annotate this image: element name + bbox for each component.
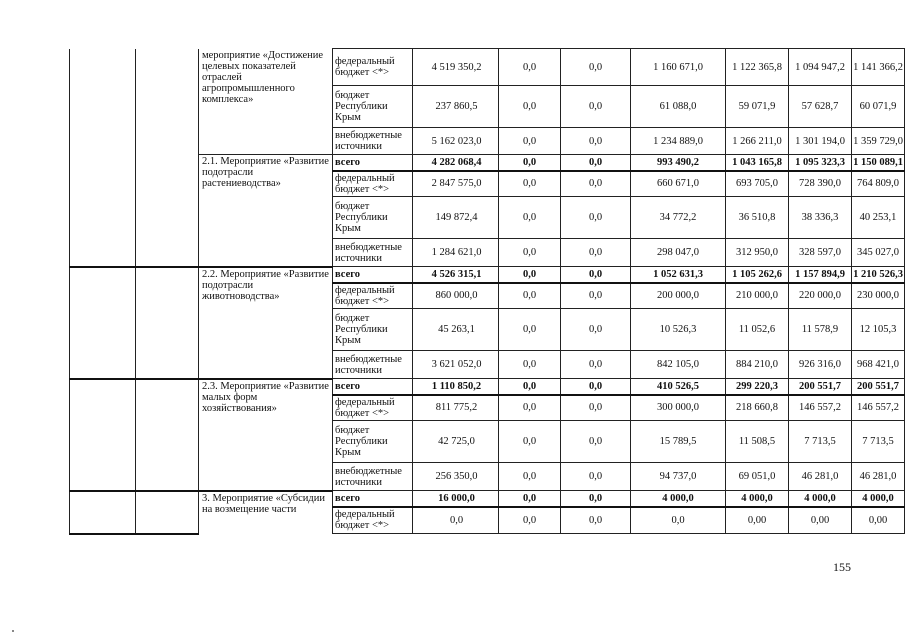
value-cell: 11 508,5 [726,421,789,463]
value-cell: 0,0 [561,395,631,421]
value-cell: 0,0 [561,239,631,267]
table-row [70,155,905,171]
value-cell: 728 390,0 [789,171,852,197]
value-cell: 45 263,1 [413,309,499,351]
value-cell: 0,0 [561,171,631,197]
value-cell: 811 775,2 [413,395,499,421]
blank-column-cell [136,379,199,491]
activity-name: 2.3. Мероприятие «Развитие малых форм хозяйствования» [199,379,333,491]
value-cell: 0,0 [561,463,631,491]
value-cell: 16 000,0 [413,491,499,507]
value-cell: 0,0 [561,421,631,463]
value-cell: 7 713,5 [789,421,852,463]
value-cell: 0,0 [499,128,561,155]
value-cell: 57 628,7 [789,86,852,128]
value-cell: 345 027,0 [852,239,905,267]
value-cell: 146 557,2 [852,395,905,421]
activity-name: мероприятие «Достижение целевых показателей отраслей агропромышленного комплекса» [199,49,333,155]
blank-column-cell [70,155,136,267]
value-cell: 0,0 [499,49,561,86]
funding-source: бюджет Республики Крым [333,197,413,239]
blank-column-cell [70,49,136,155]
value-cell: 993 490,2 [631,155,726,171]
table-row [70,267,905,283]
table-row [70,491,905,507]
value-cell: 0,0 [499,421,561,463]
value-cell: 660 671,0 [631,171,726,197]
value-cell: 4 526 315,1 [413,267,499,283]
value-cell: 0,00 [726,507,789,534]
budget-table [69,48,905,535]
value-cell: 218 660,8 [726,395,789,421]
value-cell: 1 210 526,3 [852,267,905,283]
value-cell: 1 141 366,2 [852,49,905,86]
value-cell: 256 350,0 [413,463,499,491]
value-cell: 0,0 [561,379,631,395]
value-cell: 0,0 [499,491,561,507]
value-cell: 61 088,0 [631,86,726,128]
blank-column-cell [136,491,199,534]
value-cell: 1 359 729,0 [852,128,905,155]
value-cell: 4 282 068,4 [413,155,499,171]
value-cell: 410 526,5 [631,379,726,395]
value-cell: 36 510,8 [726,197,789,239]
value-cell: 0,0 [499,309,561,351]
funding-source: внебюджетные источники [333,128,413,155]
value-cell: 46 281,0 [852,463,905,491]
value-cell: 34 772,2 [631,197,726,239]
value-cell: 0,00 [789,507,852,534]
value-cell: 38 336,3 [789,197,852,239]
value-cell: 0,0 [499,171,561,197]
value-cell: 60 071,9 [852,86,905,128]
value-cell: 94 737,0 [631,463,726,491]
value-cell: 0,0 [499,155,561,171]
value-cell: 3 621 052,0 [413,351,499,379]
value-cell: 300 000,0 [631,395,726,421]
value-cell: 0,0 [631,507,726,534]
value-cell: 146 557,2 [789,395,852,421]
value-cell: 230 000,0 [852,283,905,309]
funding-source: внебюджетные источники [333,239,413,267]
activity-name: 2.2. Мероприятие «Развитие подотрасли животноводства» [199,267,333,379]
value-cell: 1 284 621,0 [413,239,499,267]
value-cell: 4 519 350,2 [413,49,499,86]
value-cell: 5 162 023,0 [413,128,499,155]
value-cell: 0,0 [499,197,561,239]
funding-source: внебюджетные источники [333,463,413,491]
value-cell: 0,0 [499,267,561,283]
blank-column-cell [70,267,136,379]
blank-column-cell [136,155,199,267]
value-cell: 200 551,7 [789,379,852,395]
blank-column-cell [70,379,136,491]
value-cell: 0,0 [499,283,561,309]
value-cell: 1 160 671,0 [631,49,726,86]
blank-column-cell [70,491,136,534]
value-cell: 1 122 365,8 [726,49,789,86]
value-cell: 210 000,0 [726,283,789,309]
value-cell: 0,0 [561,283,631,309]
value-cell: 926 316,0 [789,351,852,379]
value-cell: 0,0 [561,197,631,239]
value-cell: 40 253,1 [852,197,905,239]
value-cell: 10 526,3 [631,309,726,351]
value-cell: 0,0 [561,309,631,351]
value-cell: 0,0 [499,239,561,267]
value-cell: 1 110 850,2 [413,379,499,395]
value-cell: 312 950,0 [726,239,789,267]
value-cell: 0,0 [561,86,631,128]
value-cell: 1 043 165,8 [726,155,789,171]
value-cell: 12 105,3 [852,309,905,351]
value-cell: 220 000,0 [789,283,852,309]
value-cell: 764 809,0 [852,171,905,197]
value-cell: 0,0 [499,463,561,491]
value-cell: 1 094 947,2 [789,49,852,86]
value-cell: 1 266 211,0 [726,128,789,155]
value-cell: 0,0 [413,507,499,534]
value-cell: 1 234 889,0 [631,128,726,155]
blank-column-cell [136,267,199,379]
value-cell: 4 000,0 [726,491,789,507]
value-cell: 59 071,9 [726,86,789,128]
value-cell: 149 872,4 [413,197,499,239]
funding-source: федеральный бюджет <*> [333,395,413,421]
value-cell: 884 210,0 [726,351,789,379]
value-cell: 842 105,0 [631,351,726,379]
funding-source: федеральный бюджет <*> [333,171,413,197]
value-cell: 0,0 [561,128,631,155]
table-row [70,49,905,86]
value-cell: 42 725,0 [413,421,499,463]
value-cell: 1 150 089,1 [852,155,905,171]
value-cell: 1 095 323,3 [789,155,852,171]
value-cell: 0,0 [561,491,631,507]
table-row [70,379,905,395]
value-cell: 46 281,0 [789,463,852,491]
funding-source: бюджет Республики Крым [333,309,413,351]
value-cell: 1 301 194,0 [789,128,852,155]
funding-source: бюджет Республики Крым [333,86,413,128]
value-cell: 328 597,0 [789,239,852,267]
value-cell: 0,0 [561,155,631,171]
funding-source: бюджет Республики Крым [333,421,413,463]
value-cell: 0,0 [499,379,561,395]
funding-source: внебюджетные источники [333,351,413,379]
funding-source: всего [333,267,413,283]
blank-column-cell [136,49,199,155]
value-cell: 0,0 [499,395,561,421]
value-cell: 1 105 262,6 [726,267,789,283]
value-cell: 0,0 [499,86,561,128]
value-cell: 299 220,3 [726,379,789,395]
scan-speck [12,630,14,632]
value-cell: 1 157 894,9 [789,267,852,283]
value-cell: 0,0 [561,351,631,379]
funding-source: всего [333,155,413,171]
value-cell: 0,0 [499,507,561,534]
value-cell: 4 000,0 [852,491,905,507]
value-cell: 11 052,6 [726,309,789,351]
page-number: 155 [833,560,851,574]
value-cell: 298 047,0 [631,239,726,267]
value-cell: 968 421,0 [852,351,905,379]
value-cell: 7 713,5 [852,421,905,463]
activity-name: 2.1. Мероприятие «Развитие подотрасли растениеводства» [199,155,333,267]
funding-source: федеральный бюджет <*> [333,49,413,86]
value-cell: 0,0 [561,507,631,534]
value-cell: 0,0 [499,351,561,379]
funding-source: всего [333,491,413,507]
value-cell: 0,00 [852,507,905,534]
value-cell: 0,0 [561,267,631,283]
value-cell: 1 052 631,3 [631,267,726,283]
value-cell: 69 051,0 [726,463,789,491]
value-cell: 200 551,7 [852,379,905,395]
activity-name: 3. Мероприятие «Субсидии на возмещение части [199,491,333,534]
value-cell: 15 789,5 [631,421,726,463]
value-cell: 11 578,9 [789,309,852,351]
value-cell: 693 705,0 [726,171,789,197]
value-cell: 0,0 [561,49,631,86]
value-cell: 4 000,0 [631,491,726,507]
value-cell: 4 000,0 [789,491,852,507]
value-cell: 237 860,5 [413,86,499,128]
funding-source: федеральный бюджет <*> [333,283,413,309]
funding-source: федеральный бюджет <*> [333,507,413,534]
value-cell: 2 847 575,0 [413,171,499,197]
value-cell: 200 000,0 [631,283,726,309]
value-cell: 860 000,0 [413,283,499,309]
funding-source: всего [333,379,413,395]
